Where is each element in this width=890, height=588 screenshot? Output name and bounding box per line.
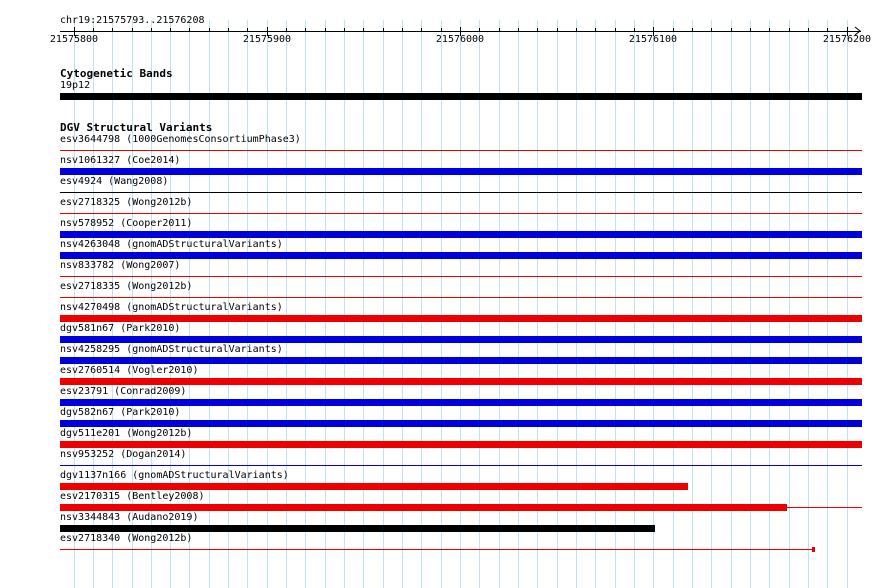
- ruler-minor-tick: [576, 28, 577, 32]
- feature-bar-nsv953252[interactable]: [60, 465, 862, 466]
- feature-label-nsv578952[interactable]: nsv578952 (Cooper2011): [60, 218, 193, 229]
- feature-tail-esv2170315[interactable]: [787, 507, 862, 508]
- ruler-minor-tick: [170, 28, 171, 32]
- ruler-arrow-icon: [854, 26, 864, 36]
- ruler-minor-tick: [286, 28, 287, 32]
- ruler-tick-label: 21575800: [49, 34, 99, 45]
- cytoband-bar[interactable]: [60, 93, 862, 100]
- ruler-tick-label: 21576100: [628, 34, 678, 45]
- feature-label-nsv4263048[interactable]: nsv4263048 (gnomADStructuralVariants): [60, 239, 283, 250]
- region-location: chr19:21575793..21576208: [60, 15, 205, 26]
- feature-bar-esv2718325[interactable]: [60, 213, 862, 214]
- feature-bar-nsv4258295[interactable]: [60, 357, 862, 364]
- feature-label-esv2718325[interactable]: esv2718325 (Wong2012b): [60, 197, 193, 208]
- feature-label-esv23791[interactable]: esv23791 (Conrad2009): [60, 386, 187, 397]
- feature-label-nsv953252[interactable]: nsv953252 (Dogan2014): [60, 449, 187, 460]
- feature-label-nsv1061327[interactable]: nsv1061327 (Coe2014): [60, 155, 181, 166]
- ruler-minor-tick: [634, 28, 635, 32]
- ruler-minor-tick: [421, 28, 422, 32]
- ruler-minor-tick: [479, 28, 480, 32]
- ruler-tick-label: 21576200: [822, 34, 872, 45]
- feature-label-dgv511e201[interactable]: dgv511e201 (Wong2012b): [60, 428, 193, 439]
- ruler-minor-tick: [189, 28, 190, 32]
- ruler-minor-tick: [363, 28, 364, 32]
- ruler-minor-tick: [151, 28, 152, 32]
- feature-bar-esv2170315[interactable]: [60, 504, 787, 511]
- ruler-minor-tick: [537, 28, 538, 32]
- feature-bar-esv2718340[interactable]: [60, 549, 814, 550]
- feature-bar-nsv578952[interactable]: [60, 231, 862, 238]
- feature-bar-nsv4263048[interactable]: [60, 252, 862, 259]
- ruler-minor-tick: [827, 28, 828, 32]
- cytogenetic-bands-title: Cytogenetic Bands: [60, 67, 173, 80]
- ruler-minor-tick: [731, 28, 732, 32]
- feature-label-nsv4258295[interactable]: nsv4258295 (gnomADStructuralVariants): [60, 344, 283, 355]
- ruler-minor-tick: [344, 28, 345, 32]
- feature-bar-nsv3344843[interactable]: [60, 525, 655, 532]
- feature-bar-esv4924[interactable]: [60, 192, 862, 193]
- ruler-minor-tick: [383, 28, 384, 32]
- dgv-track-title: DGV Structural Variants: [60, 121, 213, 134]
- feature-bar-nsv1061327[interactable]: [60, 168, 862, 175]
- feature-label-nsv833782[interactable]: nsv833782 (Wong2007): [60, 260, 181, 271]
- ruler-minor-tick: [402, 28, 403, 32]
- ruler-minor-tick: [305, 28, 306, 32]
- feature-label-dgv581n67[interactable]: dgv581n67 (Park2010): [60, 323, 181, 334]
- feature-label-esv2170315[interactable]: esv2170315 (Bentley2008): [60, 491, 205, 502]
- feature-bar-dgv581n67[interactable]: [60, 336, 862, 343]
- ruler-minor-tick: [673, 28, 674, 32]
- feature-bar-esv2760514[interactable]: [60, 378, 862, 385]
- ruler-minor-tick: [209, 28, 210, 32]
- ruler-tick-label: 21575900: [242, 34, 292, 45]
- ruler-minor-tick: [112, 28, 113, 32]
- feature-label-esv4924[interactable]: esv4924 (Wang2008): [60, 176, 169, 187]
- ruler-minor-tick: [769, 28, 770, 32]
- feature-label-nsv4270498[interactable]: nsv4270498 (gnomADStructuralVariants): [60, 302, 283, 313]
- ruler-minor-tick: [132, 28, 133, 32]
- ruler-minor-tick: [692, 28, 693, 32]
- cytoband-label: 19p12: [60, 80, 91, 91]
- feature-bar-dgv511e201[interactable]: [60, 441, 862, 448]
- feature-label-dgv582n67[interactable]: dgv582n67 (Park2010): [60, 407, 181, 418]
- ruler-minor-tick: [711, 28, 712, 32]
- feature-bar-dgv582n67[interactable]: [60, 420, 862, 427]
- feature-bar-esv23791[interactable]: [60, 399, 862, 406]
- feature-label-esv3644798[interactable]: esv3644798 (1000GenomesConsortiumPhase3): [60, 134, 301, 145]
- ruler-minor-tick: [518, 28, 519, 32]
- ruler-tick-label: 21576000: [435, 34, 485, 45]
- ruler-minor-tick: [228, 28, 229, 32]
- ruler-minor-tick: [325, 28, 326, 32]
- feature-bar-dgv1137n166[interactable]: [60, 483, 688, 490]
- ruler-minor-tick: [93, 28, 94, 32]
- feature-bar-esv2718335[interactable]: [60, 297, 862, 298]
- feature-bar-nsv4270498[interactable]: [60, 315, 862, 322]
- ruler-minor-tick: [441, 28, 442, 32]
- feature-end-mark-esv2718340[interactable]: [812, 547, 815, 552]
- feature-label-nsv3344843[interactable]: nsv3344843 (Audano2019): [60, 512, 199, 523]
- ruler-minor-tick: [499, 28, 500, 32]
- ruler-minor-tick: [595, 28, 596, 32]
- ruler-minor-tick: [808, 28, 809, 32]
- feature-label-esv2718340[interactable]: esv2718340 (Wong2012b): [60, 533, 193, 544]
- feature-label-esv2718335[interactable]: esv2718335 (Wong2012b): [60, 281, 193, 292]
- ruler-minor-tick: [615, 28, 616, 32]
- ruler-minor-tick: [247, 28, 248, 32]
- feature-bar-esv3644798[interactable]: [60, 150, 862, 151]
- ruler-minor-tick: [750, 28, 751, 32]
- feature-bar-nsv833782[interactable]: [60, 276, 862, 277]
- feature-label-esv2760514[interactable]: esv2760514 (Vogler2010): [60, 365, 199, 376]
- feature-label-dgv1137n166[interactable]: dgv1137n166 (gnomADStructuralVariants): [60, 470, 289, 481]
- ruler-minor-tick: [557, 28, 558, 32]
- ruler-minor-tick: [789, 28, 790, 32]
